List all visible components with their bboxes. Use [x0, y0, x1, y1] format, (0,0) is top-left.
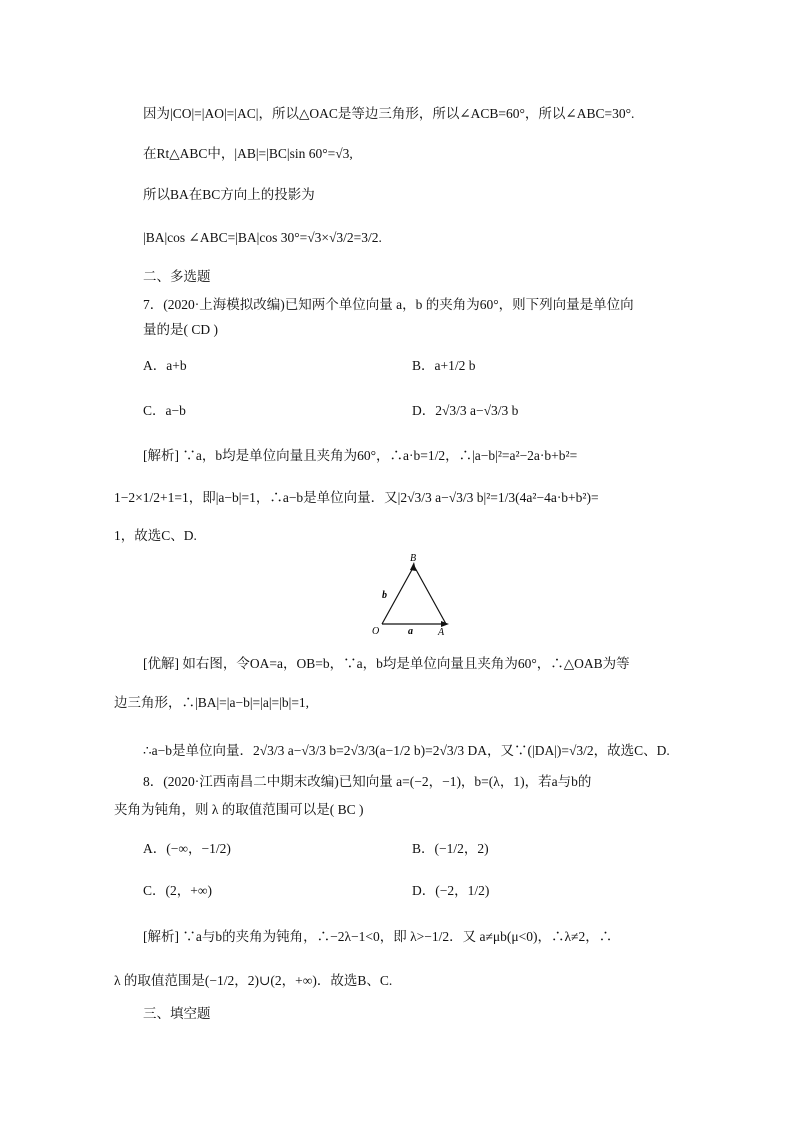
equilateral-triangle-figure [366, 548, 466, 638]
segment-ba [414, 566, 446, 624]
q8-option-a: A．(−∞，−1/2) [143, 841, 231, 856]
q7-optimal-line-2: 边三角形，∴|BA|=|a−b|=|a|=|b|=1, [114, 695, 310, 710]
q8-analysis-line-2: λ 的取值范围是(−1/2，2)∪(2，+∞)．故选B、C. [114, 973, 393, 988]
edge-label-a: a [408, 626, 413, 637]
question-8-line-1: 8．(2020·江西南昌二中期末改编)已知向量 a=(−2，−1)，b=(λ，1)，若a与b的 [143, 774, 592, 789]
question-7-line-2: 量的是( CD ) [143, 322, 218, 337]
q8-option-d: D．(−2，1/2) [412, 883, 490, 898]
q8-option-c: C．(2，+∞) [143, 883, 212, 898]
edge-label-b: b [382, 590, 387, 601]
q7-option-c: C．a−b [143, 403, 186, 418]
q8-analysis-line-1: [解析] ∵a与b的夹角为钝角，∴−2λ−1<0，即 λ>−1/2．又 a≠μb(μ<0)，∴λ≠2，∴ [143, 929, 613, 944]
q7-analysis-line-1: [解析] ∵a，b均是单位向量且夹角为60°，∴a·b=1/2，∴|a−b|²=a²−2a·b+b²= [143, 448, 578, 463]
q7-option-a: A．a+b [143, 358, 187, 373]
vertex-label-o: O [372, 626, 380, 637]
question-7-line-1: 7．(2020·上海模拟改编)已知两个单位向量 a，b 的夹角为60°，则下列向量是单位向 [143, 297, 634, 312]
section-heading-fill-in: 三、填空题 [143, 1006, 211, 1021]
q7-optimal-line-1: [优解] 如右图，令OA=a，OB=b，∵a，b均是单位向量且夹角为60°，∴△OAB为等 [143, 656, 630, 671]
vertex-label-a: A [438, 627, 445, 638]
q8-option-b: B．(−1/2，2) [412, 841, 489, 856]
proof-line-2: 在Rt△ABC中，|AB|=|BC|sin 60°=√3, [143, 146, 353, 161]
proof-line-4: |BA|cos ∠ABC=|BA|cos 30°=√3×√3/2=3/2. [143, 230, 382, 245]
q7-analysis-line-3: 1，故选C、D. [114, 528, 197, 543]
question-8-line-2: 夹角为钝角，则 λ 的取值范围可以是( BC ) [114, 802, 364, 817]
section-heading-multiple-choice: 二、多选题 [143, 269, 211, 284]
proof-line-1: 因为|CO|=|AO|=|AC|，所以△OAC是等边三角形，所以∠ACB=60°，所以∠ABC=30°. [143, 106, 635, 121]
q7-optimal-line-3: ∴a−b是单位向量．2√3/3 a−√3/3 b=2√3/3(a−1/2 b)=2√3/3 DA，又∵(|DA|)=√3/2，故选C、D. [143, 743, 670, 758]
q7-option-b: B．a+1/2 b [412, 358, 476, 373]
vertex-label-b: B [410, 553, 417, 564]
proof-line-3: 所以BA在BC方向上的投影为 [143, 187, 315, 202]
q7-option-d: D．2√3/3 a−√3/3 b [412, 403, 519, 418]
q7-analysis-line-2: 1−2×1/2+1=1，即|a−b|=1，∴a−b是单位向量．又|2√3/3 a−√3/3 b|²=1/3(4a²−4a·b+b²)= [114, 490, 599, 505]
